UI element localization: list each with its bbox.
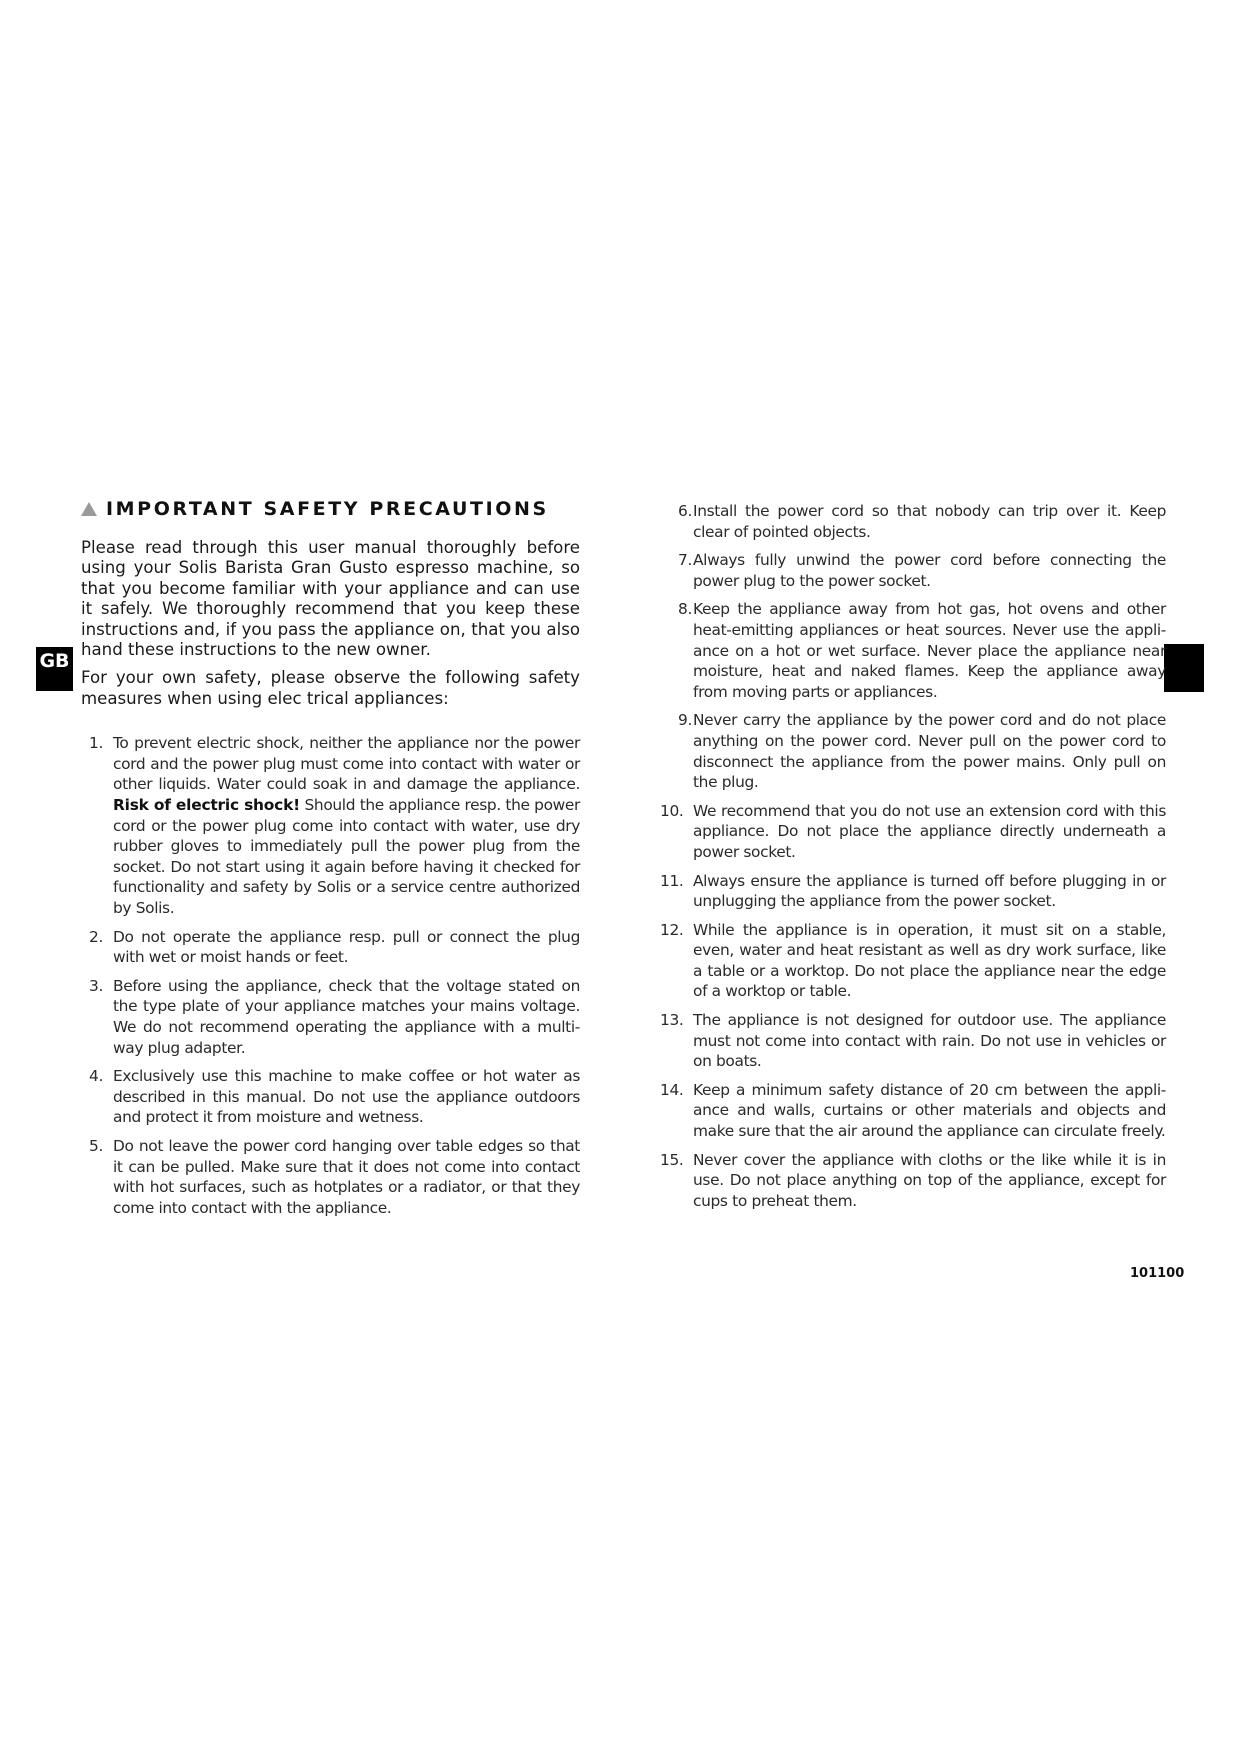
item-text: To prevent electric shock, neither the appliance nor the power cord and the power plug must come into contact with water or other liquids. Water could soak in and damage the appliance. [113, 734, 580, 794]
item-number: 8. [678, 600, 692, 619]
safety-item [89, 927, 580, 968]
safety-item [660, 550, 1166, 591]
item-text: Should the appliance resp. the power cord or the power plug come into contact with water, use dry rubber gloves to immediately pull the power plug from the socket. Do not start using it again before having it checked for functionality and safety by Solis or a service centre authorized by Solis. [113, 796, 580, 917]
item-text: Install the power cord so that nobody can trip over it. Keep clear of pointed objects. [693, 502, 1166, 541]
item-number: 11. [660, 871, 684, 890]
section-marker-tab [1164, 644, 1204, 692]
item-number: 7. [678, 551, 692, 570]
item-text: Before using the appliance, check that the voltage stated on the type plate of your appliance matches your mains voltage. We do not recommend operating the appliance with a multi-way plug adapter. [113, 976, 580, 1057]
item-text: Never cover the appliance with cloths or the like while it is in use. Do not place anything on top of the appliance, except for cups to preheat them. [693, 1150, 1166, 1210]
safety-item [660, 801, 1166, 863]
safety-item [89, 1066, 580, 1128]
safety-item [660, 1080, 1166, 1142]
safety-item [89, 733, 580, 918]
item-text: Keep a minimum safety distance of 20 cm between the appli-ance and walls, curtains or other materials and objects and make sure that the air around the appliance can circulate freely. [693, 1080, 1166, 1141]
item-text: We recommend that you do not use an extension cord with this appliance. Do not place the appliance directly underneath a power socket. [693, 801, 1166, 861]
intro-paragraph: Please read through this user manual thoroughly before using your Solis Barista Gran Gusto espresso machine, so that you become familiar with your appliance and can use it safely. We thoroughly recommend that you keep these instructions and, if you pass the appliance on, that you also hand these instructions to the new owner. [81, 538, 580, 660]
right-column [660, 501, 1166, 1211]
item-text: Keep the appliance away from hot gas, hot ovens and other heat-emitting appliances or heat sources. Never use the appli-ance on a hot or wet surface. Never place the appliance near moisture, heat and naked flames. Keep the appliance away from moving parts or appliances. [693, 600, 1166, 701]
intro-safety-paragraph: For your own safety, please observe the following safety measures when using elec trical appliances: [81, 668, 580, 708]
item-number: 12. [660, 920, 684, 939]
item-text: The appliance is not designed for outdoor use. The appliance must not come into contact with rain. Do not use in vehicles or on boats. [693, 1011, 1166, 1071]
safety-list-right [660, 501, 1166, 1211]
safety-item [660, 1010, 1166, 1072]
safety-list-left [81, 733, 580, 1218]
safety-item [660, 871, 1166, 912]
item-text: While the appliance is in operation, it must sit on a stable, even, water and heat resistant as well as dry work surface, like a table or a worktop. Do not place the appliance near the edge of a worktop or table. [693, 920, 1166, 1001]
item-number: 15. [660, 1150, 684, 1169]
item-text: Exclusively use this machine to make coffee or hot water as described in this manual. Do not use the appliance outdoors and protect it from moisture and wetness. [113, 1067, 580, 1127]
item-text: Do not leave the power cord hanging over table edges so that it can be pulled. Make sure that it does not come into contact with hot surfaces, such as hotplates or a radiator, or that they come into contact with the appliance. [113, 1136, 580, 1217]
safety-item [660, 1150, 1166, 1212]
safety-item [660, 920, 1166, 1002]
safety-item [89, 976, 580, 1058]
safety-item [660, 501, 1166, 542]
item-number: 9. [678, 711, 692, 730]
item-number: 4. [89, 1067, 103, 1086]
section-title: IMPORTANT SAFETY PRECAUTIONS [106, 498, 549, 520]
item-text: Do not operate the appliance resp. pull or connect the plug with wet or moist hands or feet. [113, 927, 580, 967]
item-number: 13. [660, 1011, 684, 1030]
page-code: 101100 [1130, 1266, 1185, 1281]
left-column [81, 498, 580, 1218]
item-number: 1. [89, 734, 103, 753]
item-number: 10. [660, 801, 684, 820]
warning-triangle-icon [81, 502, 97, 516]
item-number: 5. [89, 1136, 103, 1155]
section-heading [81, 498, 580, 520]
item-warning-text: Risk of electric shock! [113, 796, 300, 815]
safety-item [660, 599, 1166, 702]
item-number: 2. [89, 927, 103, 946]
item-number: 3. [89, 976, 103, 995]
language-tab-gb [36, 647, 73, 691]
safety-item [89, 1136, 580, 1218]
item-text: Always fully unwind the power cord before connecting the power plug to the power socket. [693, 551, 1166, 590]
safety-item [660, 710, 1166, 792]
item-number: 6. [678, 502, 692, 520]
item-text: Never carry the appliance by the power cord and do not place anything on the power cord. Never pull on the power cord to disconnect the appliance from the power mains. Only pull on the plug. [693, 711, 1166, 792]
language-tab-label: GB [39, 650, 70, 672]
item-number: 14. [660, 1080, 684, 1099]
item-text: Always ensure the appliance is turned off before plugging in or unplugging the appliance from the power socket. [693, 871, 1166, 911]
